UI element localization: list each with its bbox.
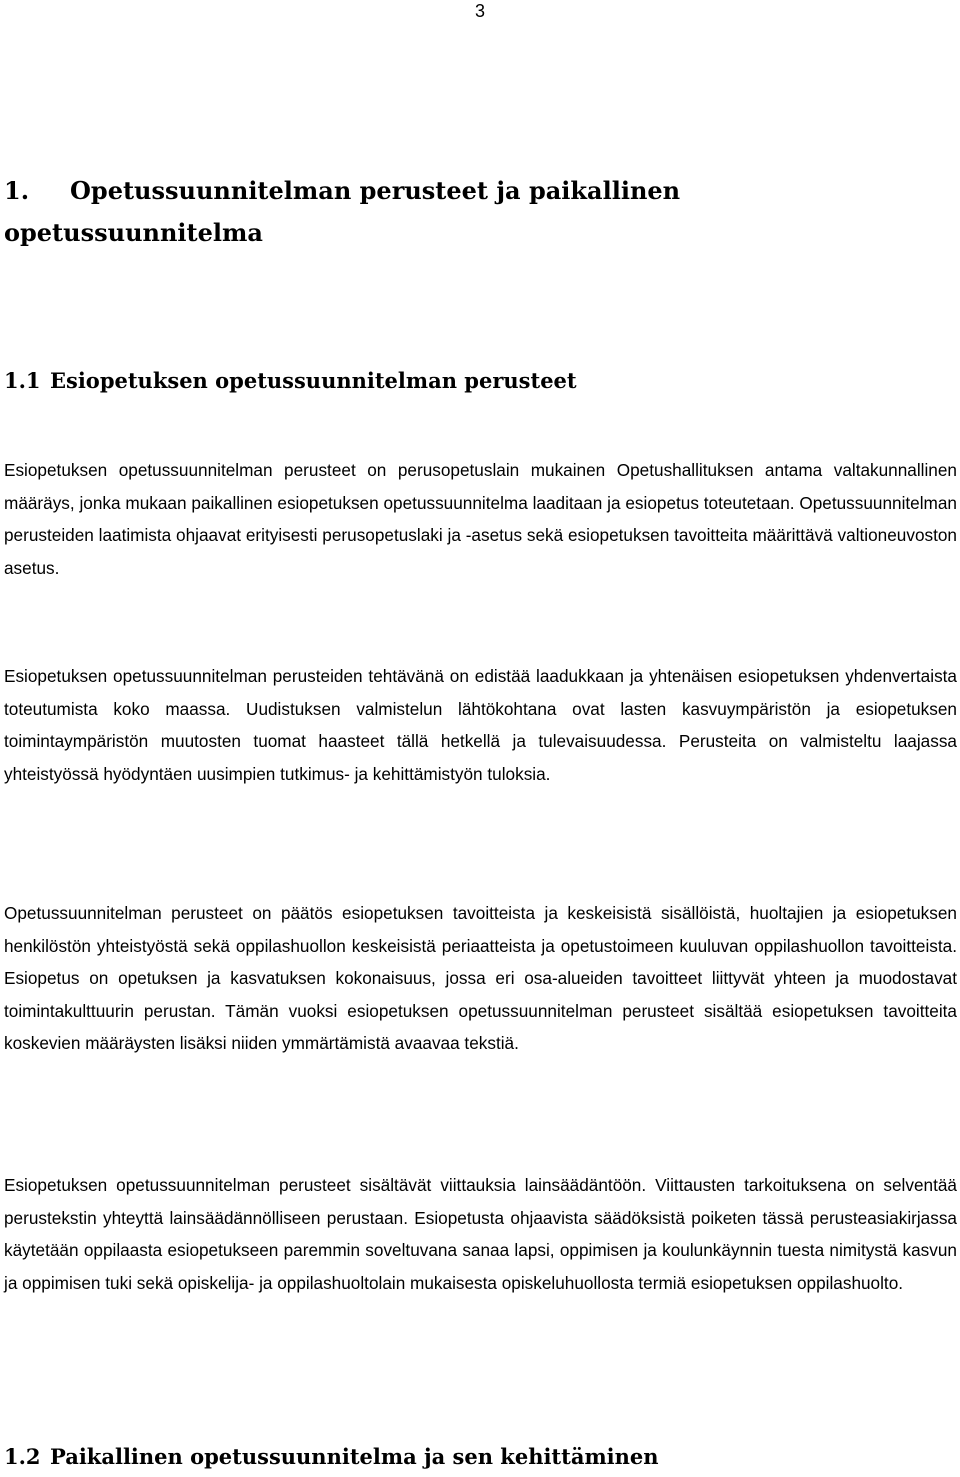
section-number-1-2: 1.2 (4, 1444, 41, 1469)
page-number: 3 (474, 1, 485, 21)
chapter-title: Opetussuunnitelman perusteet ja paikallinen opetussuunnitelma (4, 176, 681, 247)
section-title-1-1: Esiopetuksen opetussuunnitelman perusteet (50, 368, 577, 393)
body-paragraph-4: Esiopetuksen opetussuunnitelman perusteet sisältävät viittauksia lainsäädäntöön. Viittausten tarkoituksena on selventää perustekstin yhteyttä lainsäädännölliseen perustaan. Esiopetusta ohjaavista säädöksistä poiketen tässä perusteasiakirjassa käytetään oppilaasta esiopetukseen paremmin soveltuvana sanaa lapsi, oppimisen ja koulunkäynnin tuesta nimitystä kasvun ja oppimisen tuki sekä opiskelija- ja oppilashuoltolain mukaisesta opiskeluhuollosta termiä esiopetuksen oppilashuolto. (4, 1175, 957, 1293)
body-paragraph-1: Esiopetuksen opetussuunnitelman perusteet on perusopetuslain mukainen Opetushallituksen antama valtakunnallinen määräys, jonka mukaan paikallinen esiopetuksen opetussuunnitelma laaditaan ja esiopetus toteutetaan. Opetussuunnitelman perusteiden laatimista ohjaavat erityisesti perusopetuslaki ja -asetus sekä esiopetuksen tavoitteita määrittävä valtioneuvoston asetus. (4, 460, 957, 578)
section-heading-1-1 (4, 365, 577, 397)
section-title-1-2: Paikallinen opetussuunnitelma ja sen kehittäminen (50, 1444, 659, 1469)
body-paragraph-3: Opetussuunnitelman perusteet on päätös esiopetuksen tavoitteista ja keskeisistä sisällöistä, huoltajien ja esiopetuksen henkilöstön yhteistyöstä sekä oppilashuollon keskeisistä periaatteista ja opetustoimeen kuuluvan oppilashuollon tavoitteista. Esiopetus on opetuksen ja kasvatuksen kokonaisuus, jossa eri osa-alueiden tavoitteet liittyvät yhteen ja muodostavat toimintakulttuurin perustan. Tämän vuoksi esiopetuksen opetussuunnitelman perusteet sisältää esiopetuksen tavoitteita koskevien määräysten lisäksi niiden ymmärtämistä avaavaa tekstiä. (4, 903, 957, 1053)
chapter-heading (4, 170, 904, 254)
section-heading-1-2 (4, 1441, 659, 1473)
chapter-number: 1. (4, 176, 30, 205)
body-paragraph-2: Esiopetuksen opetussuunnitelman perusteiden tehtävänä on edistää laadukkaan ja yhtenäisen esiopetuksen yhdenvertaista toteutumista koko maassa. Uudistuksen valmistelun lähtökohtana ovat lasten kasvuympäristön ja esiopetuksen toimintaympäristön muutosten tuomat haasteet tällä hetkellä ja tulevaisuudessa. Perusteita on valmisteltu laajassa yhteistyössä hyödyntäen uusimpien tutkimus- ja kehittämistyön tuloksia. (4, 666, 957, 784)
section-number-1-1: 1.1 (4, 368, 41, 393)
